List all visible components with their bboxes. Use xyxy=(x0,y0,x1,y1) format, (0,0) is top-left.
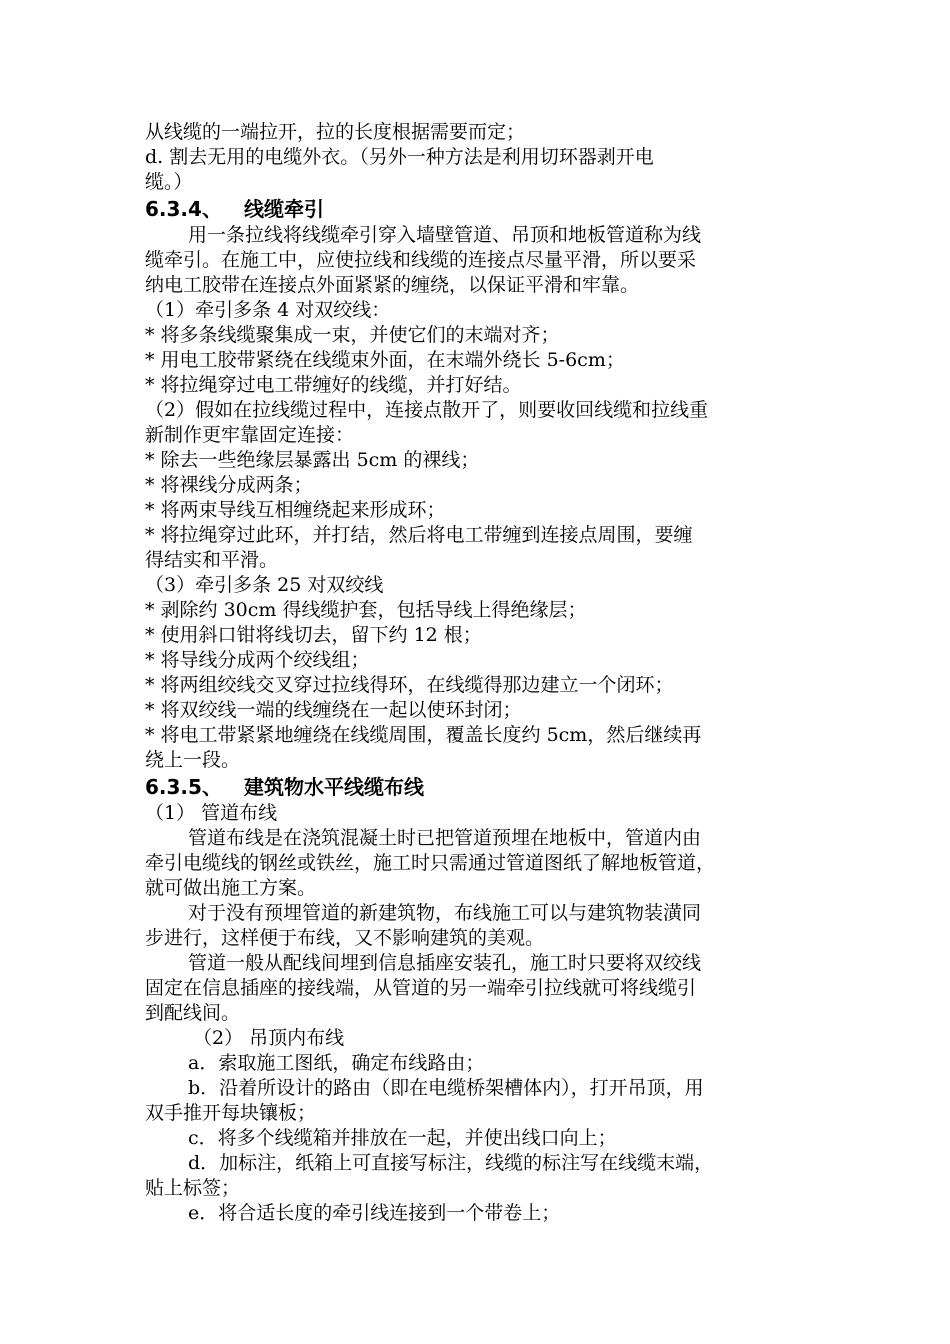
text-line: （3）牵引多条 25 对双绞线 xyxy=(145,574,384,596)
text-line: * 将多条线缆聚集成一束，并使它们的末端对齐； xyxy=(145,324,560,346)
text-line: * 将裸线分成两条； xyxy=(145,474,313,496)
text-line: * 将两组绞线交叉穿过拉线得环，在线缆得那边建立一个闭环； xyxy=(145,674,674,696)
text-line: 贴上标签； xyxy=(145,1177,241,1199)
section-heading xyxy=(145,773,825,801)
section-title: 建筑物水平线缆布线 xyxy=(243,775,424,799)
text-line: 就可做出施工方案。 xyxy=(145,877,317,899)
text-line: * 用电工胶带紧绕在线缆束外面，在末端外绕长 5-6cm； xyxy=(145,349,625,371)
text-line: 管道一般从配线间埋到信息插座安装孔，施工时只要将双绞线 xyxy=(188,952,702,974)
text-line: （2）假如在拉线缆过程中，连接点散开了，则要收回线缆和拉线重 xyxy=(145,399,709,421)
text-line: * 将两束导线互相缠绕起来形成环； xyxy=(145,499,446,521)
text-line: 管道布线是在浇筑混凝土时已把管道预埋在地板中，管道内由 xyxy=(188,827,702,849)
text-line: d. 割去无用的电缆外衣。（另外一种方法是利用切环器剥开电 xyxy=(145,146,654,168)
text-line: （1）牵引多条 4 对双绞线： xyxy=(145,299,391,321)
text-line: * 将拉绳穿过此环，并打结，然后将电工带缠到连接点周围，要缠 xyxy=(145,524,693,546)
text-line: 双手推开每块镶板； xyxy=(145,1102,317,1124)
text-line: 用一条拉线将线缆牵引穿入墙壁管道、吊顶和地板管道称为线 xyxy=(188,224,702,246)
text-line: 对于没有预埋管道的新建筑物，布线施工可以与建筑物装潢同 xyxy=(188,902,702,924)
text-line: 从线缆的一端拉开，拉的长度根据需要而定； xyxy=(145,121,526,143)
section-number: 6.3.5、 xyxy=(145,775,222,799)
text-line: 绕上一段。 xyxy=(145,749,241,771)
section-heading xyxy=(145,195,825,223)
text-line: （2） 吊顶内布线 xyxy=(193,1027,345,1049)
text-line: * 将拉绳穿过电工带缠好的线缆，并打好结。 xyxy=(145,374,522,396)
text-line: 缆牵引。在施工中，应使拉线和线缆的连接点尽量平滑，所以要采 xyxy=(145,249,697,271)
text-line: c．将多个线缆箱并排放在一起，并使出线口向上； xyxy=(188,1127,617,1149)
text-line: b．沿着所设计的路由（即在电缆桥架槽体内），打开吊顶，用 xyxy=(188,1077,704,1099)
text-line: * 剥除约 30cm 得线缆护套，包括导线上得绝缘层； xyxy=(145,599,587,621)
text-line: 缆。） xyxy=(145,171,193,193)
section-number: 6.3.4、 xyxy=(145,197,222,221)
document-body xyxy=(145,120,825,1226)
section-title: 线缆牵引 xyxy=(243,197,324,221)
text-line: 新制作更牢靠固定连接： xyxy=(145,424,355,446)
text-line: 纳电工胶带在连接点外面紧紧的缠绕，以保证平滑和牢靠。 xyxy=(145,274,640,296)
text-line: * 将双绞线一端的线缠绕在一起以使环封闭； xyxy=(145,699,522,721)
text-line: 固定在信息插座的接线端，从管道的另一端牵引拉线就可将线缆引 xyxy=(145,977,697,999)
text-line: * 使用斜口钳将线切去，留下约 12 根； xyxy=(145,624,482,646)
text-line: （1） 管道布线 xyxy=(145,802,278,824)
text-line: e．将合适长度的牵引线连接到一个带卷上； xyxy=(188,1202,561,1224)
text-line: 到配线间。 xyxy=(145,1002,241,1024)
text-line: a．索取施工图纸，确定布线路由； xyxy=(188,1052,485,1074)
text-line: * 除去一些绝缘层暴露出 5cm 的裸线； xyxy=(145,449,480,471)
text-line: d．加标注，纸箱上可直接写标注，线缆的标注写在线缆末端， xyxy=(188,1152,714,1174)
text-line: 得结实和平滑。 xyxy=(145,549,279,571)
text-line: * 将导线分成两个绞线组； xyxy=(145,649,370,671)
text-line: * 将电工带紧紧地缠绕在线缆周围，覆盖长度约 5cm，然后继续再 xyxy=(145,724,702,746)
text-line: 步进行，这样便于布线，又不影响建筑的美观。 xyxy=(145,927,545,949)
text-line: 牵引电缆线的钢丝或铁丝，施工时只需通过管道图纸了解地板管道， xyxy=(145,852,716,874)
